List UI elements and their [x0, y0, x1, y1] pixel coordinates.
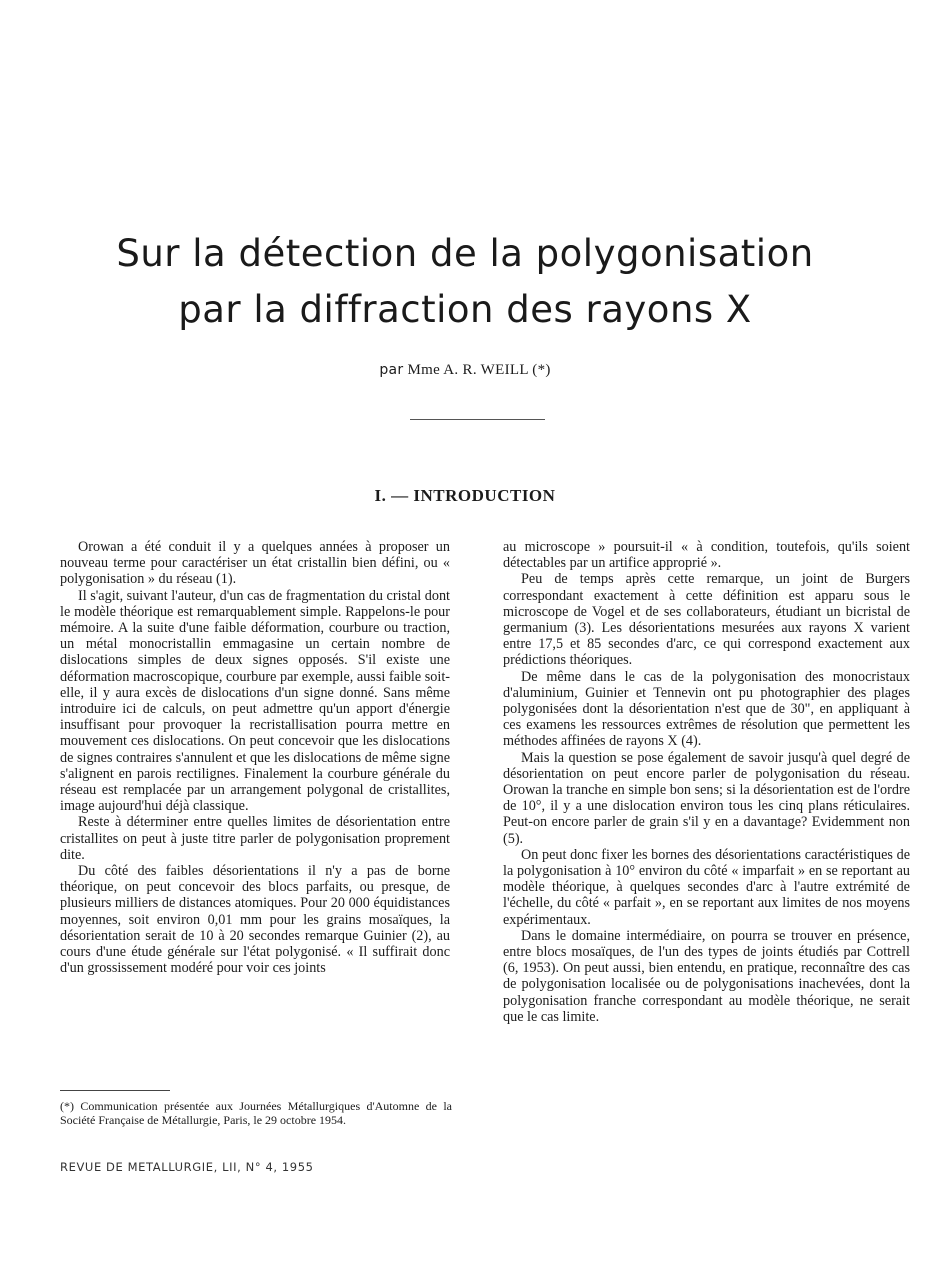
paragraph: De même dans le cas de la polygonisation des monocristaux d'aluminium, Guinier et Tennevin ont pu photographier des plages polygonisées dont la désorientation n'est que de 30", en appliquant à ces examens les ressources extrêmes de résolution que permettent les méthodes affinées de rayons X (4). — [503, 668, 910, 750]
author-prefix: par — [379, 362, 404, 378]
footnote-divider — [60, 1090, 170, 1091]
section-heading: I. — INTRODUCTION — [374, 486, 556, 505]
title-line-1: Sur la détection de la polygonisation — [116, 232, 814, 275]
paragraph: Dans le domaine intermédiaire, on pourra se trouver en présence, entre blocs mosaïques, de l'un des types de joints étudiés par Cottrell (6, 1953). On peut aussi, bien entendu, en pratique, reconnaître des cas de polygonisation localisée ou de polygonisations inachevées, dont la polygonisation franche correspondant au modèle théorique, ne serait que le cas limite. — [503, 927, 910, 1025]
footnote: (*) Communication présentée aux Journées Métallurgiques d'Automne de la Société Française de Métallurgie, Paris, le 29 octobre 1954. — [60, 1099, 452, 1127]
author-line — [0, 362, 930, 379]
paragraph: Reste à déterminer entre quelles limites de désorientation entre cristallites on peut à juste titre parler de polygonisation proprement dite. — [60, 814, 450, 863]
paragraph: Il s'agit, suivant l'auteur, d'un cas de fragmentation du cristal dont le modèle théorique est remarquablement simple. Rappelons-le pour mémoire. A la suite d'une faible déformation, courbure ou traction, un métal monocristallin emmagasine un certain nombre de dislocations simples de deux signes opposés. S'il existe une déformation macroscopique, courbure par exemple, aussi faible soit-elle, il y aura excès de dislocations d'un signe donné. Sans même introduire ici de calculs, on peut admettre qu'un apport d'énergie insuffisant pour provoquer la recristallisation pourra mettre en mouvement ces dislocations. On peut concevoir que les dislocations de signes contraires s'annulent et que les dislocations de même signe s'alignent en parois rectilignes. Finalement la courbure générale du réseau est remplacée par un arrangement polygonal de cristallites, image aujourd'hui déjà classique. — [60, 587, 450, 815]
paragraph: Mais la question se pose également de savoir jusqu'à quel degré de désorientation on peut encore parler de polygonisation du réseau. Orowan la tranche en simple bon sens; si la désorientation est de l'ordre de 10°, il y a une dislocation environ tous les cinq plans réticulaires. Peut-on encore parler de grain s'il y en a davantage? Evidemment non (5). — [503, 749, 910, 847]
paragraph: au microscope » poursuit-il « à condition, toutefois, qu'ils soient détectables par un artifice approprié ». — [503, 539, 910, 572]
title-line-2: par la diffraction des rayons X — [178, 288, 752, 331]
journal-footer: REVUE DE METALLURGIE, LII, N° 4, 1955 — [60, 1160, 314, 1174]
title-divider — [410, 419, 545, 420]
paragraph: On peut donc fixer les bornes des désorientations caractéristiques de la polygonisation à 10° environ du côté « imparfait » en se reportant au modèle théorique, à quelques secondes d'arc à l'autre extrémité de l'échelle, du côté « parfait », en se reportant aux limites de nos moyens expérimentaux. — [503, 846, 910, 928]
article-title — [0, 226, 930, 338]
paragraph: Du côté des faibles désorientations il n'y a pas de borne théorique, on peut concevoir des blocs parfaits, ou presque, de plusieurs milliers de distances atomiques. Pour 20 000 équidistances moyennes, soit environ 0,01 mm pour les grains mosaïques, la désorientation serait de 10 à 20 secondes remarque Guinier (2), au cours d'une étude générale sur l'état polygonisé. « Il suffirait donc d'un grossissement modéré pour voir ces joints — [60, 863, 450, 977]
paragraph: Peu de temps après cette remarque, un joint de Burgers correspondant exactement à cette définition est apparu sous le microscope de Vogel et de ses collaborateurs, étudiant un bicristal de germanium (3). Les désorientations mesurées aux rayons X varient entre 17,5 et 85 secondes d'arc, ce qui correspond exactement aux prédictions théoriques. — [503, 571, 910, 669]
left-column — [60, 539, 450, 976]
paragraph: Orowan a été conduit il y a quelques années à proposer un nouveau terme pour caractériser un état cristallin bien défini, ou « polygonisation » du réseau (1). — [60, 539, 450, 588]
right-column — [503, 539, 910, 1025]
author-name: Mme A. R. WEILL (*) — [407, 362, 551, 378]
